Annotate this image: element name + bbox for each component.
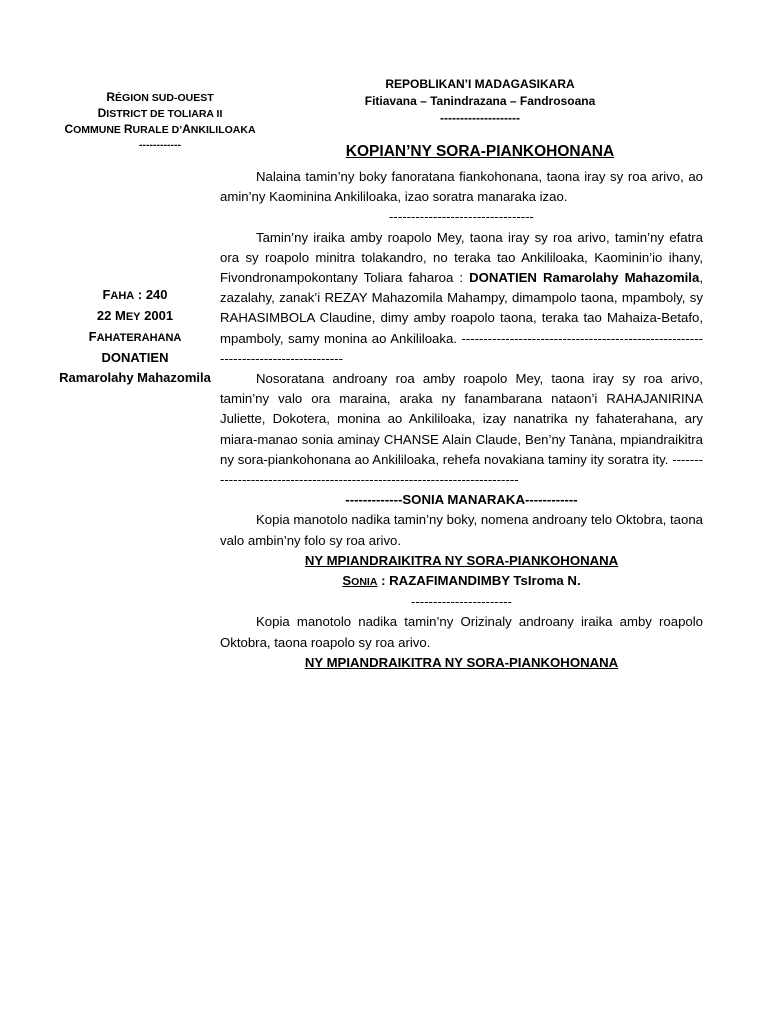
official-signature: SONIA : RAZAFIMANDIMBY TsIroma N. [342,573,581,589]
official-title-1: NY MPIANDRAIKITRA NY SORA-PIANKOHONANA [304,552,619,568]
paragraph-source: Nalaina tamin’ny boky fanoratana fiankohonana, taona iray sy roa arivo, ao amin’ny Kaominina Ankililoaka, izao soratra manaraka izao. [220,169,703,205]
person-last-name: Ramarolahy Mahazomila [59,370,211,385]
document-title: KOPIAN’NY SORA-PIANKOHONANA [345,143,615,160]
document-body [220,167,703,673]
paragraph-registration: Nosoratana androany roa amby roapolo Mey, taona iray sy roa arivo, tamin’ny valo ora maraina, araka ny fanambarana nataon’i RAHAJANIRINA Juliette, Dokotera, monina ao Ankililoaka, izay nanatrika ny fahaterahana, ary miara-manao sonia aminay CHANSE Alain Claude, Ben’ny Tanàna, mpiandraikitra ny sora-piankohonana ao Ankililoaka, rehefa novakiana taminy ity soratra ity. --------------------------------------------------------------------------- [220,371,703,488]
separator: ----------------------- [410,594,512,610]
national-motto: Fitiavana – Tanindrazana – Fandrosoana [364,94,596,108]
district-line: DISTRICT DE TOLIARA II [97,106,223,120]
republic-header [330,76,630,127]
separator: --------------------------------- [389,209,534,225]
record-date: 22 MEY 2001 [96,308,174,323]
commune-line: COMMUNE RURALE D’ANKILILOAKA [64,122,256,136]
person-first-name: DONATIEN [101,350,169,365]
paragraph-copy-2: Kopia manotolo nadika tamin’ny Orizinaly androany iraika amby roapolo Oktobra, taona roapolo sy roa arivo. [220,614,703,650]
person-name: DONATIEN Ramarolahy Mahazomila [469,270,700,286]
signatures-heading: -------------SONIA MANARAKA------------ [345,492,578,508]
paragraph-copy-1: Kopia manotolo nadika tamin’ny boky, nomena androany telo Oktobra, taona valo ambin’ny folo sy roa arivo. [220,512,703,548]
record-number: FAHA : 240 [102,287,168,302]
paragraph-birth: Tamin’ny iraika amby roapolo Mey, taona iray sy roa arivo, tamin’ny efatra ora sy roapolo minitra tolakandro, no teraka tao Ankililoaka, Kaominin’io ihany, Fivondronampokontany Toliara faharoa : DONATIEN Ramarolahy Mahazomila, zazalahy, zanak’i REZAY Mahazomila Mahampy, dimampolo taona, mpamboly, sy RAHASIMBOLA Claudine, dimy amby roapolo taona, teraka tao Mahaiza-Betafo, mpamboly, samy monina ao Ankililoaka. ----------------------------------------------------------------------------------- [220,229,703,366]
header-separator: -------------------- [440,111,520,125]
header-separator: ------------ [139,139,181,151]
country-name: REPOBLIKAN’I MADAGASIKARA [385,77,575,91]
region-line: RÉGION SUD-OUEST [106,90,214,104]
record-type: FAHATERAHANA [88,329,182,344]
record-summary [20,285,250,388]
official-title-2: NY MPIANDRAIKITRA NY SORA-PIANKOHONANA [304,654,619,670]
